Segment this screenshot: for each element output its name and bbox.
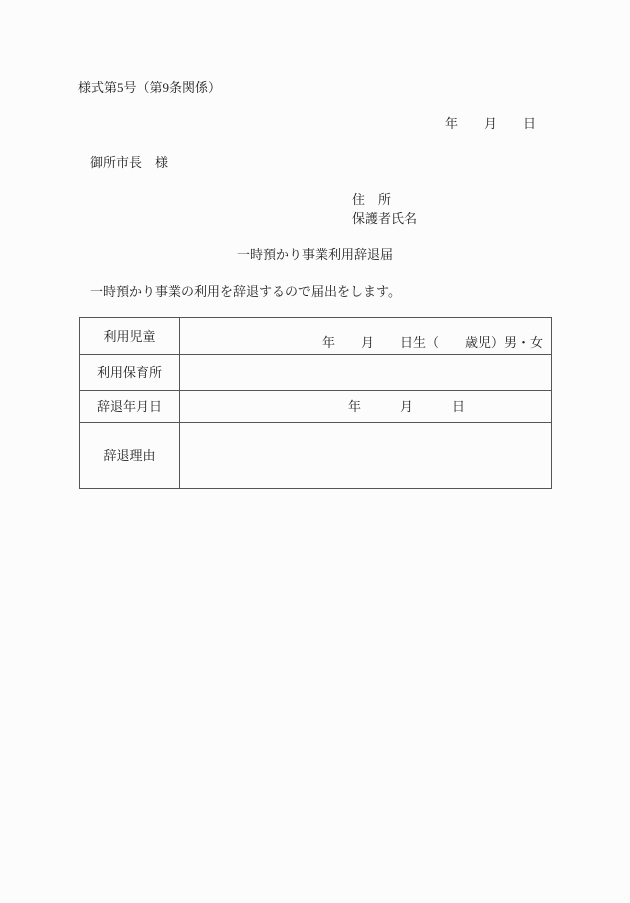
address-label: 住 所 bbox=[352, 192, 392, 207]
nursery-name-field bbox=[179, 354, 551, 390]
withdrawal-date-field: 年 月 日 bbox=[179, 390, 551, 422]
row-label-nursery: 利用保育所 bbox=[80, 354, 179, 390]
row-label-reason: 辞退理由 bbox=[80, 422, 179, 488]
addressee-label: 御所市長 様 bbox=[90, 155, 169, 170]
row-label-child: 利用児童 bbox=[103, 328, 156, 344]
child-info-field: 年 月 日生（ 歳児）男・女 bbox=[179, 318, 551, 354]
withdrawal-reason-field bbox=[179, 422, 551, 488]
withdrawal-table bbox=[79, 317, 552, 489]
guardian-name-label: 保護者氏名 bbox=[352, 211, 418, 226]
form-body-text: 一時預かり事業の利用を辞退するので届出をします。 bbox=[90, 284, 401, 299]
form-number-label: 様式第5号（第9条関係） bbox=[78, 80, 222, 95]
submission-date-field: 年 月 日 bbox=[445, 116, 537, 131]
row-label-withdrawal-date: 辞退年月日 bbox=[80, 390, 179, 422]
form-title: 一時預かり事業利用辞退届 bbox=[236, 247, 393, 262]
